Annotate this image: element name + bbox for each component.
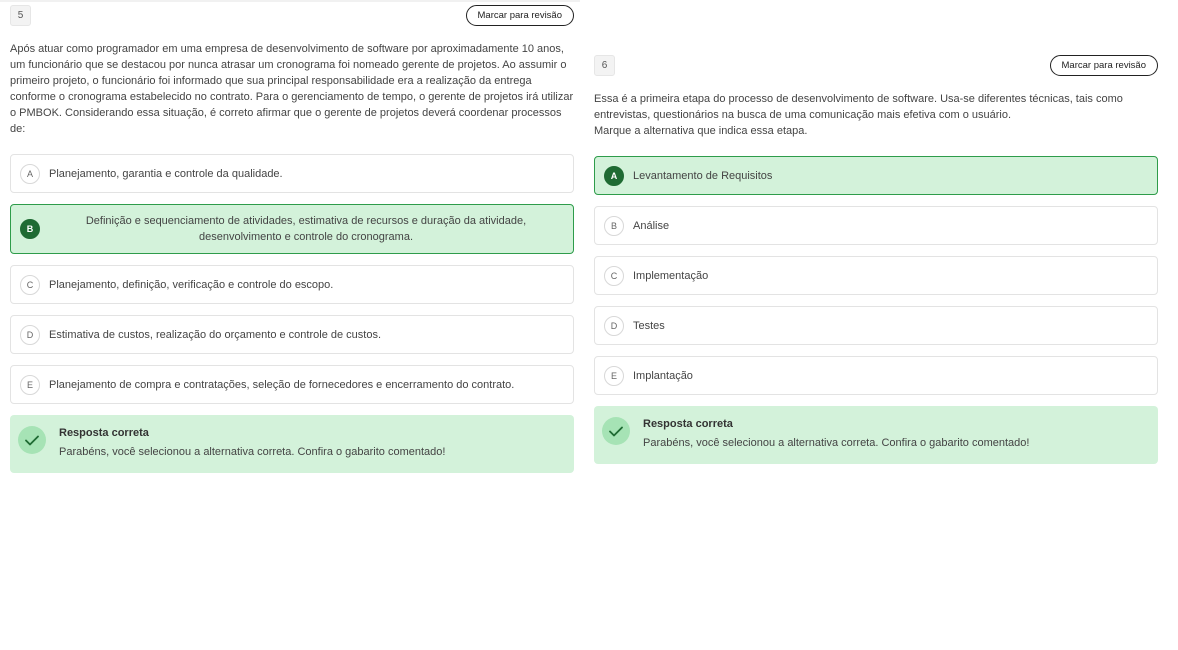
option-letter: C [604, 266, 624, 286]
option-text: Definição e sequenciamento de atividades, estimativa de recursos e duração da atividade, desenvolvimento e controle do cronograma. [85, 215, 527, 243]
check-icon [18, 426, 46, 454]
question-text: Após atuar como programador em uma empresa de desenvolvimento de software por aproximadamente 10 anos, um funcionário que se destacou por nunca atrasar um cronograma foi nomeado gerente de projetos. Ao assumir o primeiro projeto, o funcionário foi informado que sua principal responsabilidade era a realização da entrega conforme o cronograma estabelecido no contrato. Para o gerenciamento de tempo, o gerente de projetos irá utilizar o PMBOK. Considerando essa situação, é correto afirmar que o gerente de projetos deverá coordenar processos de: [10, 43, 574, 135]
option-a[interactable] [10, 154, 574, 193]
option-letter: C [20, 275, 40, 295]
option-letter: B [604, 216, 624, 236]
option-d[interactable] [10, 315, 574, 354]
option-text: Testes [633, 319, 665, 332]
option-letter: D [604, 316, 624, 336]
option-c[interactable] [10, 265, 574, 304]
question-text-line: Marque a alternativa que indica essa etapa. [594, 125, 808, 137]
option-letter: D [20, 325, 40, 345]
option-b[interactable] [594, 206, 1158, 245]
option-text: Implantação [633, 369, 693, 382]
feedback-message: Parabéns, você selecionou a alternativa correta. Confira o gabarito comentado! [643, 437, 1030, 449]
question-text-line: Essa é a primeira etapa do processo de desenvolvimento de software. Usa-se diferentes técnicas, tais como entrevistas, questionários na busca de uma comunicação mais efetiva com o usuário. [594, 93, 1123, 121]
option-b[interactable] [10, 204, 574, 254]
question-number: 6 [594, 55, 615, 76]
top-divider [0, 0, 580, 2]
question-header [10, 5, 574, 26]
question-text [594, 91, 1158, 139]
option-letter: B [20, 219, 40, 239]
question-number: 5 [10, 5, 31, 26]
question-6 [594, 55, 1158, 464]
option-text: Planejamento, garantia e controle da qualidade. [49, 167, 283, 180]
option-letter: E [604, 366, 624, 386]
option-text: Análise [633, 219, 670, 232]
answer-options [594, 156, 1158, 395]
feedback-message: Parabéns, você selecionou a alternativa correta. Confira o gabarito comentado! [59, 446, 446, 458]
check-icon [602, 417, 630, 445]
option-d[interactable] [594, 306, 1158, 345]
option-text: Implementação [633, 269, 709, 282]
option-c[interactable] [594, 256, 1158, 295]
option-e[interactable] [10, 365, 574, 404]
option-letter: E [20, 375, 40, 395]
answer-options [10, 154, 574, 404]
correct-answer-feedback [10, 415, 574, 473]
option-a[interactable] [594, 156, 1158, 195]
mark-for-review-button[interactable]: Marcar para revisão [466, 5, 574, 26]
question-5 [10, 5, 574, 473]
option-letter: A [604, 166, 624, 186]
option-e[interactable] [594, 356, 1158, 395]
feedback-title: Resposta correta [643, 418, 733, 430]
option-text: Levantamento de Requisitos [633, 169, 773, 182]
correct-answer-feedback [594, 406, 1158, 464]
option-text: Planejamento, definição, verificação e controle do escopo. [49, 278, 334, 291]
option-letter: A [20, 164, 40, 184]
option-text: Planejamento de compra e contratações, seleção de fornecedores e encerramento do contrato. [49, 378, 515, 391]
question-header [594, 55, 1158, 76]
mark-for-review-button[interactable]: Marcar para revisão [1050, 55, 1158, 76]
option-text: Estimativa de custos, realização do orçamento e controle de custos. [49, 328, 382, 341]
feedback-title: Resposta correta [59, 427, 149, 439]
